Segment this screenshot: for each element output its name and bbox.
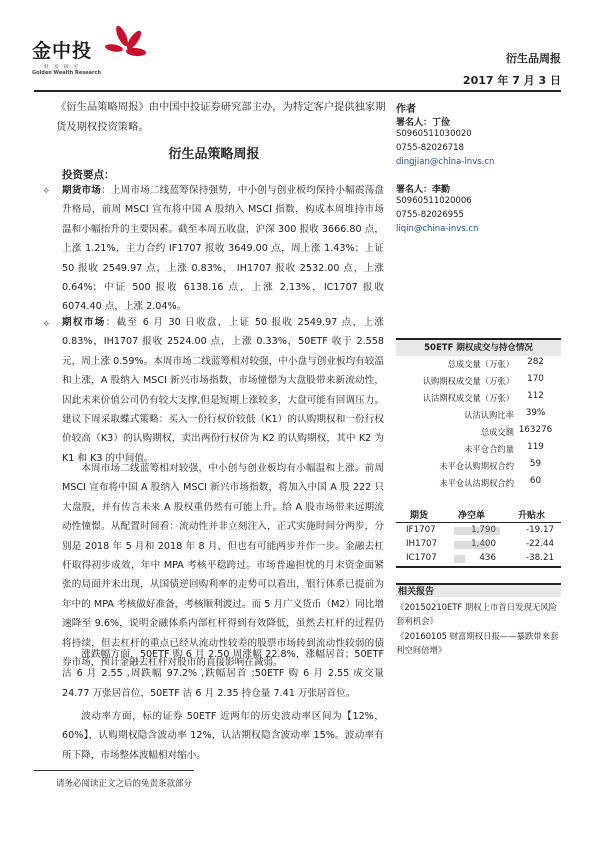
body-paragraph: 本周市场二线蓝筹相对较强，中小创与创业板均有小幅温和上涨。前周 MSCI 宣布将中国 A 股纳入 MSCI 新兴市场指数，将加入中国 A 股 222 只大盘股，并有传言未来 A 股权重仍然有可能上升。给 A 股市场带来远期流动性憧憬。从配置时间看：流动性并非立刻注入，正式实施时间分两步，分别是 2018 年 5 月和 2018 年 8 月，但也有可能两步并作一步。金融去杠杆取得初步成效，年中 MPA 考核平稳跨过。市场普遍担忧的月末资金面紧张的局面并未出现，从国债逆回购利率的走势可以看出，银行体系已提前为年中的 MPA 考核做好准备，考核顺利渡过。而 5 月广义货币（M2）同比增速降至 9.6%，说明金融体系内部杠杆得到有效降低，虽然去杠杆的过程仍将持续，但去杠杆的重点已经从流动性较差的股票市场转到流动性较弱的债券市场，预计金融去杠杆对股市的直接影响在减弱。 <box>62 463 384 669</box>
stat-value: 119 <box>527 442 544 452</box>
stat-label: 认沽期权成交量（万张） <box>422 393 514 403</box>
stat-value: 282 <box>527 357 544 367</box>
stat-value: 60 <box>529 476 542 486</box>
logo-mark-icon <box>92 22 152 60</box>
body-paragraph: 波动率方面，标的证券 50ETF 近两年的历史波动率区间为【12%，60%】，认购期权隐含波动率 12%，认沽期权隐含波动率 15%。波动率有所下降，市场整体波幅相对缩小。 <box>62 711 384 761</box>
stat-label: 未平仓认沽期权合约 <box>439 478 514 488</box>
author-license: S0960511020006 <box>396 196 472 206</box>
author-name: 署名人：李勤 <box>396 185 451 195</box>
basis-cell: -19.17 <box>526 525 555 535</box>
intro-text: 《衍生品策略周报》由中国中投证券研究部主办，为特定客户提供独家期货及期权投资策略。 <box>56 101 386 133</box>
contract-cell: IC1707 <box>406 553 437 563</box>
stat-label: 未平仓合约量 <box>464 444 514 454</box>
stat-label: 总成交额 <box>480 427 514 437</box>
logo-name: 金中投 <box>32 40 93 62</box>
stat-label: 总成交量（万张） <box>447 359 514 369</box>
stat-value: 59 <box>529 459 542 469</box>
table-bottom-rule <box>396 566 561 568</box>
net-short-bar <box>454 527 500 535</box>
author-name: 署名人：丁俭 <box>396 118 451 128</box>
futures-table-header <box>396 508 561 523</box>
section-heading: 投资要点： <box>62 169 115 181</box>
net-short-bar <box>454 555 465 563</box>
futures-label: 期货市场 <box>62 185 102 196</box>
company-logo <box>32 22 192 76</box>
logo-subtitle-en: Golden Wealth Research <box>32 70 102 76</box>
stat-value: 170 <box>527 374 544 384</box>
author-email-link[interactable]: liqin@china-invs.cn <box>396 224 479 234</box>
futures-paragraph <box>62 181 384 317</box>
stat-value: 163276 <box>518 425 553 435</box>
bullet-icon: ✧ <box>42 319 51 330</box>
contract-cell: IF1707 <box>406 525 436 535</box>
header-divider <box>34 90 561 92</box>
col-header-net-short: 净空单 <box>458 511 486 521</box>
author-phone: 0755-82026718 <box>396 143 464 153</box>
stat-label: 认购期权成交量（万张） <box>422 376 514 386</box>
footer-divider <box>34 770 194 771</box>
author-email-link[interactable]: dingjian@china-invs.cn <box>396 157 495 167</box>
col-header-basis: 升贴水 <box>518 511 546 521</box>
contract-cell: IH1707 <box>406 539 438 549</box>
stats-table-title: 50ETF 期权成交与持仓情况 <box>396 338 561 356</box>
body-paragraph: 涨跌幅方面，50ETF 购 6 月 2.50 周涨幅 22.8%，涨幅居首；50ETF 沽 6 月 2.55 ,周跌幅 97.2% ,跌幅居首 ;50ETF 购 6 月 2.55 成交量 24.77 万张居首位，50ETF 沽 6 月 2.35 持仓量 7.41 万张居首位。 <box>62 649 384 699</box>
basis-cell: -38.21 <box>526 553 555 563</box>
stat-value: 39% <box>525 408 546 418</box>
net-short-bar <box>454 541 490 549</box>
page-title: 衍生品策略周报 <box>168 147 260 162</box>
options-text: ：截至 6 月 30 日收盘，上证 50 报收 2549.97 点，上涨 0.83%，IH1707 报收 2524.00 点，上涨 0.33%，50ETF 收于 2.558 元，周上涨 0.59%。本周市场二线蓝筹相对较强，中小盘与创业板均有较温和上涨，A 股纳入 MSCI 新兴市场指数，市场憧憬为大盘股带来新流动性，因此未来价值公司仍有较大支撑,但是短期上涨较多，大盘可能有回调压力。建议下周采取蝶式策略：买入一份行权价较低（K1）的认购期权和一份行权价较高（K3）的认购期权，卖出两份行权价为 K2 的认购期权，其中 K2 为 K1 和 K3 的中间值。 <box>62 317 384 464</box>
author-phone: 0755-82026955 <box>396 210 464 220</box>
col-header-contract: 期货 <box>410 511 429 521</box>
bullet-icon: ✧ <box>42 186 51 197</box>
logo-subtitle-cn: 财 富 研 究 <box>44 65 81 70</box>
table-row: IH1707 1,400 -22.44 <box>406 539 555 549</box>
disclaimer-note: 请务必阅读正文之后的免责条款部分 <box>56 779 193 789</box>
report-date: 2017 年 7 月 3 日 <box>462 74 561 87</box>
options-label: 期权市场 <box>62 317 106 328</box>
table-row: IF1707 1,790 -19.17 <box>406 525 555 535</box>
report-type: 衍生品周报 <box>506 52 561 65</box>
authors-heading: 作者 <box>396 104 416 115</box>
futures-text: ：上周市场二线蓝筹保持强势，中小创与创业板均保持小幅震荡盘升格局，前周 MSCI 宣布将中国 A 股纳入 MSCI 指数，构成本周堆持市场温和小幅抬升的主要因素。截至本周五收盘，沪深 300 报收 3666.80 点，上涨 1.21%，主力合约 IF1707 报收 3649.00 点，周上涨 1.43%；上证 50 报收 2549.97 点，上涨 0.83%， IH1707 报收 2532.00 点，上涨 0.64%；中证 500 报收 6138.16 点，上涨 2.13%，IC1707 报收 6074.40 点，上涨 2.04%。 <box>62 185 385 313</box>
stat-value: 112 <box>527 391 544 401</box>
net-short-bars <box>454 524 502 568</box>
stat-label: 未平仓认购期权合约 <box>439 461 514 471</box>
author-license: S0960511030020 <box>396 129 472 139</box>
related-report-link[interactable]: 《20150210ETF 期权上市首日发现无风险套利机会》 <box>396 602 558 626</box>
table-row: IC1707 436 -38.21 <box>406 553 555 563</box>
stat-label: 认沽认购比率 <box>464 410 514 420</box>
options-paragraph <box>62 313 384 468</box>
related-reports-heading: 相关报告 <box>396 583 561 597</box>
related-report-link[interactable]: 《20160105 财富期权日报——暴跌带来套利空间倍增》 <box>396 631 559 655</box>
basis-cell: -22.44 <box>526 539 555 549</box>
